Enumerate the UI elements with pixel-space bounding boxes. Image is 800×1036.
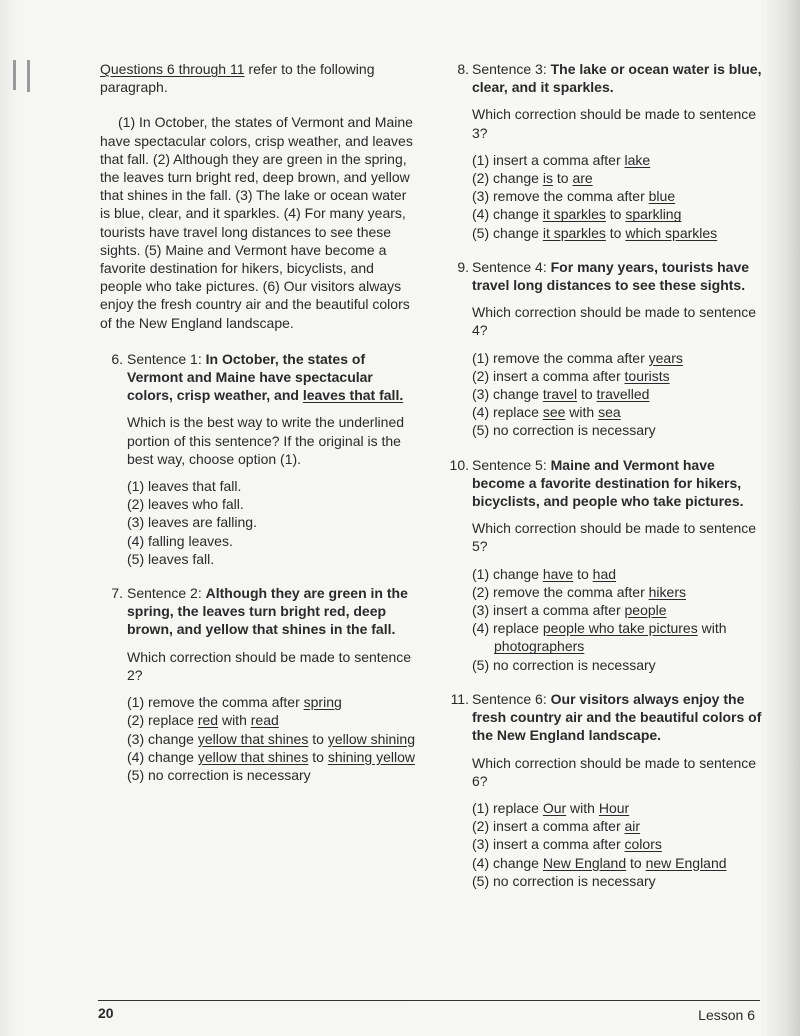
left-column bbox=[100, 60, 418, 800]
question-number: 11. bbox=[450, 690, 469, 707]
question-11 bbox=[444, 690, 764, 890]
question-number: 8. bbox=[457, 61, 469, 77]
answer-option[interactable]: (4) replace see with sea bbox=[472, 404, 621, 421]
answer-option[interactable]: (4) change it sparkles to sparkling bbox=[472, 206, 682, 223]
answer-option[interactable]: (3) remove the comma after blue bbox=[472, 188, 676, 205]
answer-option[interactable]: (3) change yellow that shines to yellow shining bbox=[127, 730, 415, 747]
answer-options bbox=[127, 693, 418, 784]
answer-options bbox=[472, 565, 764, 674]
question-stem: Sentence 6: Our visitors always enjoy the fresh country air and the beautiful colors of the New England landscape. bbox=[472, 690, 762, 744]
answer-option[interactable]: (1) leaves that fall. bbox=[127, 478, 242, 495]
question-stem: Sentence 1: In October, the states of Vermont and Maine have spectacular colors, crisp weather, and leaves that fall. bbox=[127, 350, 404, 404]
question-stem: Sentence 4: For many years, tourists have travel long distances to see these sights. bbox=[472, 258, 750, 294]
lesson-label: Lesson 6 bbox=[698, 1007, 755, 1023]
question-prompt: Which correction should be made to sentence 5? bbox=[472, 520, 757, 555]
answer-option[interactable]: (4) replace people who take pictures with photographers bbox=[472, 620, 727, 655]
answer-option[interactable]: (2) replace red with read bbox=[127, 712, 279, 729]
answer-option[interactable]: (3) insert a comma after people bbox=[472, 602, 667, 619]
answer-option[interactable]: (2) insert a comma after air bbox=[472, 818, 641, 835]
question-prompt: Which correction should be made to sentence 6? bbox=[472, 754, 757, 789]
question-stem: Sentence 3: The lake or ocean water is blue, clear, and it sparkles. bbox=[472, 61, 762, 96]
question-9 bbox=[444, 258, 764, 440]
answer-option[interactable]: (4) change New England to new England bbox=[472, 854, 727, 871]
question-7 bbox=[100, 584, 418, 784]
footer-divider bbox=[98, 1000, 760, 1001]
answer-option[interactable]: (4) falling leaves. bbox=[127, 532, 233, 549]
intro-rest: refer to the following paragraph. bbox=[100, 61, 375, 96]
question-prompt: Which is the best way to write the underlined portion of this sentence? If the original is the best way, choose option (1). bbox=[127, 414, 405, 467]
answer-option[interactable]: (5) leaves fall. bbox=[127, 550, 215, 567]
question-number: 10. bbox=[449, 456, 469, 473]
underlined-portion: leaves that fall. bbox=[302, 387, 404, 404]
passage-paragraph: (1) In October, the states of Vermont and Maine have spectacular colors, crisp weather, and leaves that fall. (2) Although they are green in the spring, the leaves turn bright red, deep brown, and yellow that shines in the fall. (3) The lake or ocean water is blue, clear, and it sparkles. (4) For many years, tourists have travel long distances to see these sights. (5) Maine and Vermont have become a favorite destination for hikers, bicyclists, and people who take pictures. (6) Our visitors always enjoy the fresh country air and the beautiful colors of the New England landscape. bbox=[100, 114, 413, 331]
answer-options bbox=[127, 477, 418, 568]
question-stem: Sentence 2: Although they are green in the spring, the leaves turn bright red, deep brown, and yellow that shines in the fall. bbox=[127, 585, 408, 638]
answer-option[interactable]: (1) change have to had bbox=[472, 565, 617, 582]
question-prompt: Which correction should be made to sentence 3? bbox=[472, 106, 757, 141]
question-prompt: Which correction should be made to sentence 4? bbox=[472, 304, 757, 339]
answer-options bbox=[472, 799, 764, 890]
answer-option[interactable]: (2) change is to are bbox=[472, 170, 593, 187]
binder-mark bbox=[13, 60, 16, 90]
intro-text bbox=[100, 60, 418, 96]
question-number: 9. bbox=[457, 258, 469, 275]
answer-option[interactable]: (5) no correction is necessary bbox=[127, 766, 311, 783]
answer-option[interactable]: (1) insert a comma after lake bbox=[472, 151, 651, 168]
question-number: 7. bbox=[111, 585, 123, 602]
page-number: 20 bbox=[98, 1005, 114, 1021]
answer-options bbox=[472, 151, 764, 242]
answer-options bbox=[472, 349, 764, 440]
answer-option[interactable]: (5) no correction is necessary bbox=[472, 422, 656, 439]
intro-underlined: Questions 6 through 11 bbox=[100, 61, 245, 77]
answer-option[interactable]: (3) leaves are falling. bbox=[127, 514, 257, 531]
answer-option[interactable]: (5) no correction is necessary bbox=[472, 872, 656, 889]
answer-option[interactable]: (2) insert a comma after tourists bbox=[472, 367, 670, 384]
question-prompt: Which correction should be made to sentence 2? bbox=[127, 648, 412, 683]
binder-mark bbox=[27, 60, 30, 92]
question-stem: Sentence 5: Maine and Vermont have become a favorite destination for hikers, bicyclists, and people who take pictures. bbox=[472, 456, 744, 510]
right-column bbox=[444, 60, 764, 906]
answer-option[interactable]: (1) replace Our with Hour bbox=[472, 799, 630, 816]
answer-option[interactable]: (2) remove the comma after hikers bbox=[472, 583, 686, 600]
answer-option[interactable]: (3) change travel to travelled bbox=[472, 386, 650, 403]
answer-option[interactable]: (3) insert a comma after colors bbox=[472, 836, 662, 853]
answer-option[interactable]: (5) change it sparkles to which sparkles bbox=[472, 224, 718, 241]
answer-option[interactable]: (4) change yellow that shines to shining yellow bbox=[127, 748, 415, 765]
answer-option[interactable]: (2) leaves who fall. bbox=[127, 496, 244, 513]
answer-option[interactable]: (5) no correction is necessary bbox=[472, 656, 656, 673]
answer-option[interactable]: (1) remove the comma after spring bbox=[127, 694, 342, 711]
question-number: 6. bbox=[111, 350, 123, 367]
answer-option[interactable]: (1) remove the comma after years bbox=[472, 349, 683, 366]
question-6 bbox=[100, 350, 418, 568]
question-10 bbox=[444, 456, 764, 674]
question-8 bbox=[444, 60, 764, 242]
